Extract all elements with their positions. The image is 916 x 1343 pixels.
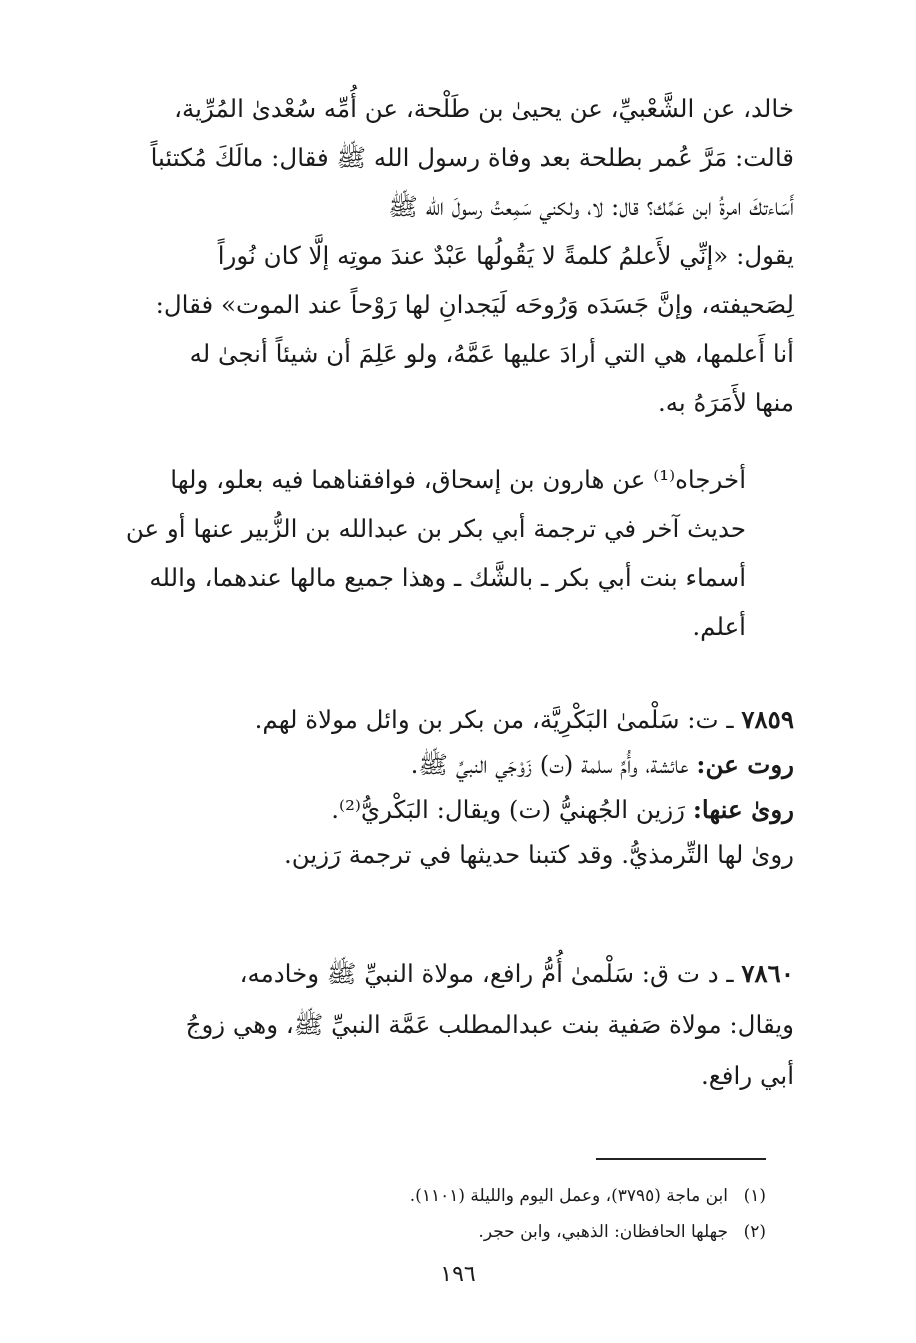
footnote-number: (١)	[743, 1186, 766, 1206]
text-line: أخرجاه⁽¹⁾ عن هارون بن إسحاق، فوافقناهما فيه بعلو، ولها	[170, 465, 746, 494]
entry-header-text: ـ د ت ق: سَلْمىٰ أُمُّ رافع، مولاة النبيِّ ﷺ وخادمه،	[239, 959, 742, 988]
text-line: قالت: مَرَّ عُمر بطلحة بعد وفاة رسول الله ﷺ فقال: مالَكَ مُكتئباً	[150, 143, 794, 172]
text-line: لِصَحيفته، وإنَّ جَسَدَه وَرُوحَه لَيَجدانِ لها رَوْحاً عند الموت» فقال:	[155, 290, 794, 319]
footnote-text: جهلها الحافظان: الذهبي، وابن حجر.	[478, 1222, 728, 1242]
narration-paragraph	[114, 84, 794, 427]
text-line: خالد، عن الشَّعْبيِّ، عن يحيىٰ بن طَلْحة، عن أُمِّه سُعْدىٰ المُرِّية،	[174, 94, 794, 123]
text-line: أعلم.	[692, 612, 746, 641]
footnote-item	[146, 1178, 766, 1214]
entry-header-text: ـ ت: سَلْمىٰ البَكْرِيَّة، من بكر بن وائل مولاة لهم.	[254, 705, 742, 734]
narrated-from-line	[114, 742, 794, 787]
narrators-label: روىٰ عنها:	[692, 795, 794, 824]
text-line: حديث آخر في ترجمة أبي بكر بن عبدالله بن الزُّبير عنها أو عن	[125, 514, 746, 543]
text-line: ويقال: مولاة صَفية بنت عبدالمطلب عَمَّة النبيِّ ﷺ، وهي زوجُ	[185, 1010, 794, 1039]
footnote-text: ابن ماجة (٣٧٩٥)، وعمل اليوم والليلة (١١٠١).	[409, 1186, 728, 1206]
biography-entry-7860	[114, 948, 794, 1101]
entry-number: ٧٨٥٩	[741, 705, 794, 734]
text-line: أسماء بنت أبي بكر ـ بالشَّك ـ وهذا جميع مالها عندهما، والله	[149, 563, 746, 592]
footnote-divider	[596, 1158, 766, 1160]
narrators-line	[114, 787, 794, 832]
text-line: منها لأَمَرَهُ به.	[657, 388, 794, 417]
text-line: روىٰ لها التِّرمذيُّ. وقد كتبنا حديثها في ترجمة رَزين.	[283, 840, 794, 869]
text-line: أبي رافع.	[700, 1061, 794, 1090]
footnote-number: (٢)	[743, 1222, 766, 1242]
page-number: ١٩٦	[440, 1262, 476, 1287]
footnote-item	[146, 1214, 766, 1250]
biography-entry-7859	[114, 697, 794, 877]
text-line: أنا أَعلمها، هي التي أرادَ عليها عَمَّهُ، ولو عَلِمَ أن شيئاً أنجىٰ له	[189, 339, 794, 368]
text-line: يقول: «إنِّي لأَعلمُ كلمةً لا يَقُولُها عَبْدٌ عندَ موتِه إلَّا كان نُوراً	[217, 241, 794, 270]
narrated-from-label: روت عن:	[696, 750, 794, 779]
entry-header	[114, 697, 794, 742]
footnotes	[146, 1178, 766, 1250]
narrators-text: رَزين الجُهنيُّ (ت) ويقال: البَكْريُّ⁽²⁾.	[331, 795, 693, 824]
entry-header	[114, 948, 794, 999]
text-line: أَسَاءتكَ امرةُ ابن عَمِّك؟ قال: لا، ولكني سَمِعتُ رسولَ الله ﷺ	[388, 192, 794, 221]
narrated-from-text: عائشة، وأُمِّ سلمة (ت) زَوْجَي النبيِّ ﷺ.	[410, 750, 697, 779]
entry-number: ٧٨٦٠	[741, 959, 794, 988]
commentary-paragraph	[114, 455, 794, 651]
